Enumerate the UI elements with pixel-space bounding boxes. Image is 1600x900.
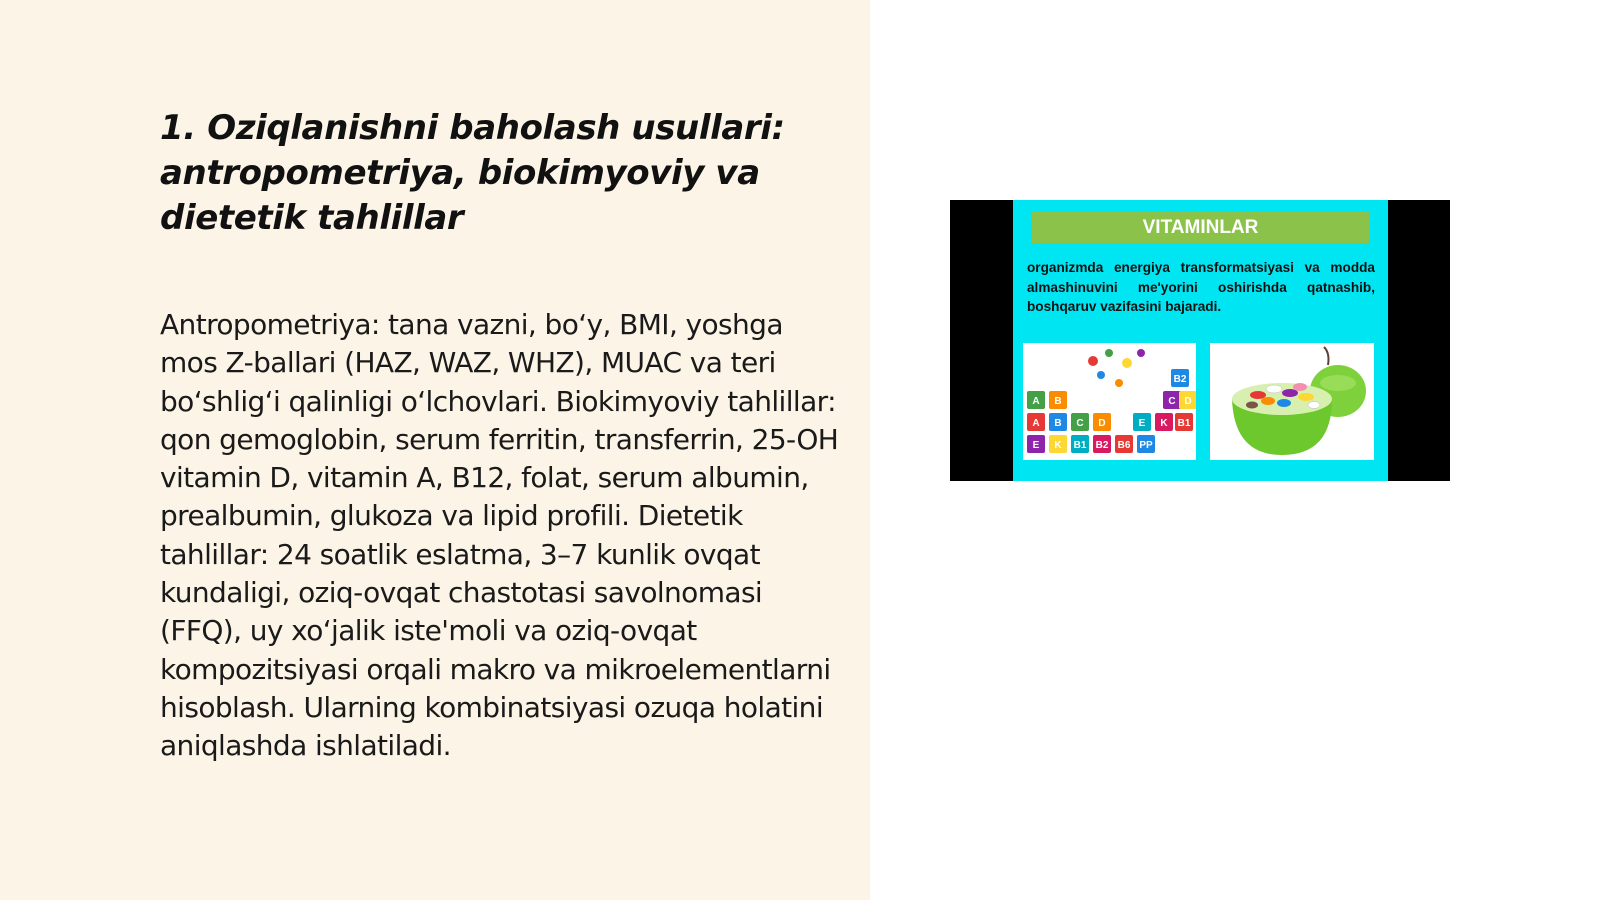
figure-banner: VITAMINLAR <box>1032 212 1369 243</box>
vitamin-cube-letter: B1 <box>1073 440 1087 451</box>
pills-apple-image <box>1210 343 1374 460</box>
figure-slide <box>1013 200 1388 481</box>
vitamin-cube-letter: B6 <box>1117 440 1131 451</box>
vitamin-cube-letter: PP <box>1139 440 1153 451</box>
vitamins-figure <box>950 200 1450 481</box>
vitamin-cubes-illustration <box>1023 343 1196 460</box>
vitamin-cube-letter: B <box>1054 396 1062 407</box>
slide-body: Antropometriya: tana vazni, bo‘y, BMI, yoshga mos Z-ballari (HAZ, WAZ, WHZ), MUAC va teri bo‘shlig‘i qalinligi o‘lchovlari. Biokimyoviy tahlillar: qon gemoglobin, serum ferritin, transferrin, 25-OH vitamin D, vitamin A, B12, folat, serum albumin, prealbumin, glukoza va lipid profili. Dietetik tahlillar: 24 soatlik eslatma, 3–7 kunlik ovqat kundaligi, oziq-ovqat chastotasi savolnomasi (FFQ), uy xo‘jalik iste'moli va oziq-ovqat kompozitsiyasi orqali makro va mikroelementlarni hisoblash. Ularning kombinatsiyasi ozuqa holatini aniqlashda ishlatiladi. <box>160 308 839 763</box>
vitamin-cube-letter: C <box>1168 396 1176 407</box>
vitamin-cube-letter: A <box>1032 396 1040 407</box>
vitamin-cube-letter: E <box>1138 418 1146 429</box>
vitamin-cube-letter: B1 <box>1177 418 1191 429</box>
vitamin-cube-letter: K <box>1160 418 1168 429</box>
vitamin-cube-letter: B <box>1054 418 1062 429</box>
slide-title: 1. Oziqlanishni baholash usullari: antropometriya, biokimyoviy va dietetik tahlillar <box>160 108 785 238</box>
vitamin-cube-letter: C <box>1076 418 1084 429</box>
figure-caption: organizmda energiya transformatsiyasi va modda almashinuvini me'yorini oshirishda qatnashib, boshqaruv vazifasini bajaradi. <box>1027 260 1375 314</box>
vitamin-cubes-image <box>1023 343 1196 460</box>
vitamin-cube-letter: B2 <box>1095 440 1109 451</box>
vitamin-cube-letter: K <box>1054 440 1062 451</box>
vitamin-cube-letter: B2 <box>1173 374 1187 385</box>
vitamin-cube-letter: D <box>1098 418 1106 429</box>
vitamin-cube-letter: A <box>1032 418 1040 429</box>
vitamin-cube-letter: E <box>1032 440 1040 451</box>
vitamin-cube-letter: D <box>1184 396 1192 407</box>
pills-apple-illustration <box>1210 343 1374 460</box>
